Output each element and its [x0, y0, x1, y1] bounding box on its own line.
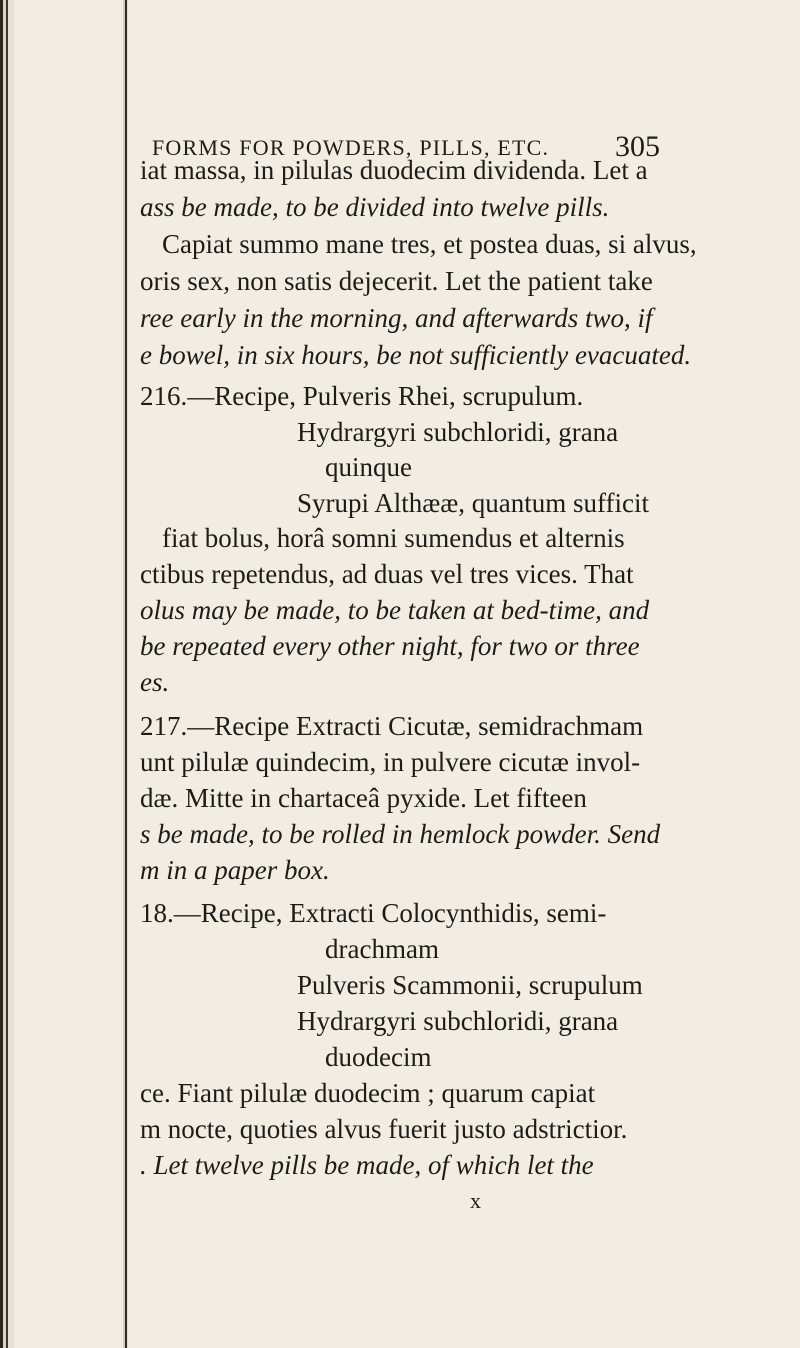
running-head: FORMS FOR POWDERS, PILLS, ETC.	[152, 135, 550, 160]
text-line: quinque	[325, 452, 412, 482]
text-line: olus may be made, to be taken at bed-time, and	[140, 595, 650, 625]
recipe-heading: 217.—Recipe Extracti Cicutæ, semidrachmam	[140, 711, 644, 741]
text-line: ce. Fiant pilulæ duodecim ; quarum capiat	[140, 1078, 596, 1108]
signature-mark: x	[470, 1188, 481, 1213]
text-line: oris sex, non satis dejecerit. Let the patient take	[140, 266, 653, 296]
text-line: ree early in the morning, and afterwards two, if	[140, 303, 653, 333]
text-line: drachmam	[325, 934, 439, 964]
text-line: unt pilulæ quindecim, in pulvere cicutæ invol-	[140, 747, 641, 777]
text-line: Pulveris Scammonii, scrupulum	[297, 970, 643, 1000]
text-line: be repeated every other night, for two or three	[140, 631, 640, 661]
text-line: Capiat summo mane tres, et postea duas, si alvus,	[162, 229, 697, 259]
text-line: . Let twelve pills be made, of which let the	[140, 1150, 594, 1180]
recipe-heading: 18.—Recipe, Extracti Colocynthidis, semi-	[140, 898, 607, 928]
page-number: 305	[615, 130, 660, 163]
recipe-heading: 216.—Recipe, Pulveris Rhei, scrupulum.	[140, 381, 584, 411]
text-line: s be made, to be rolled in hemlock powder. Send	[140, 819, 661, 849]
page-fold-shadow	[123, 0, 128, 1348]
text-line: ctibus repetendus, ad duas vel tres vices. That	[140, 559, 634, 589]
text-line: dæ. Mitte in chartaceâ pyxide. Let fifteen	[140, 783, 587, 813]
text-line: m nocte, quoties alvus fuerit justo adstrictior.	[140, 1114, 628, 1144]
text-line: ass be made, to be divided into twelve pills.	[140, 192, 610, 222]
binding-edge	[0, 0, 14, 1348]
text-line: m in a paper box.	[140, 855, 330, 885]
text-line: duodecim	[325, 1042, 432, 1072]
text-line: iat massa, in pilulas duodecim dividenda. Let a	[140, 155, 648, 185]
text-line: Hydrargyri subchloridi, grana	[297, 1006, 619, 1036]
text-line: Hydrargyri subchloridi, grana	[297, 417, 619, 447]
text-line: Syrupi Althææ, quantum sufficit	[297, 488, 650, 518]
text-line: fiat bolus, horâ somni sumendus et alternis	[162, 523, 625, 553]
text-line: es.	[140, 667, 170, 697]
text-line: e bowel, in six hours, be not sufficiently evacuated.	[140, 340, 692, 370]
